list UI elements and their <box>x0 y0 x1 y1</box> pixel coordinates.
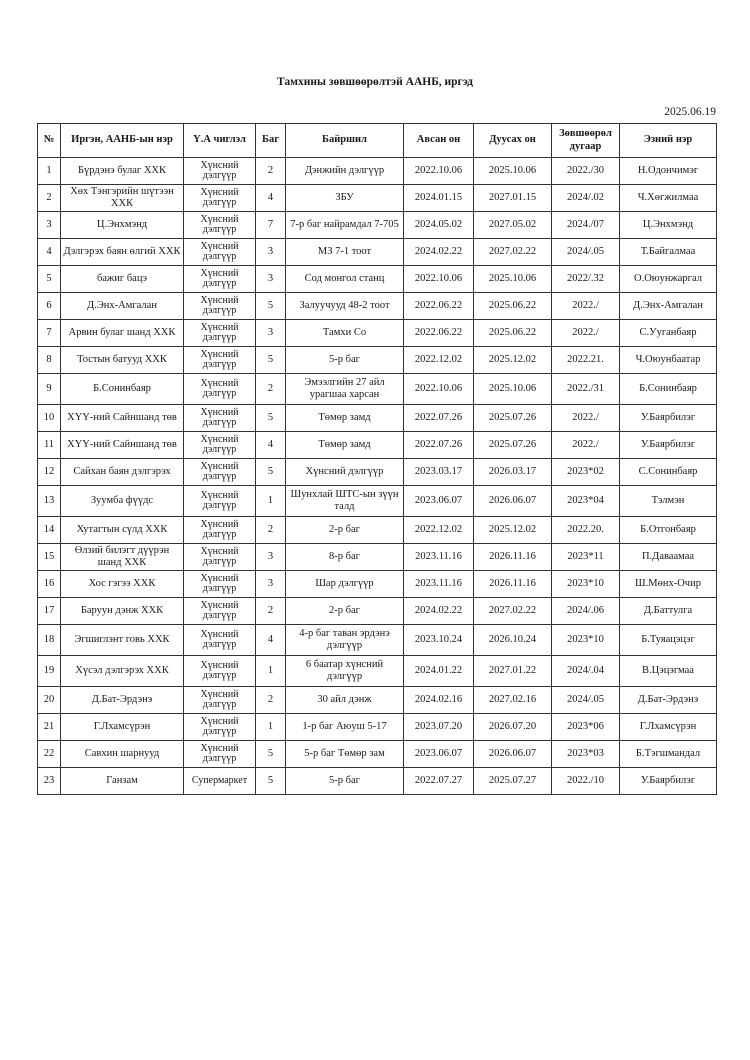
cell-owner: П.Даваамаа <box>620 544 717 571</box>
table-row <box>38 212 717 239</box>
cell-start-date: 2024.01.22 <box>404 656 474 687</box>
cell-activity: Хүнсний дэлгүүр <box>184 239 256 266</box>
cell-address: 5-р баг Төмөр зам <box>286 741 404 768</box>
cell-activity: Хүнсний дэлгүүр <box>184 517 256 544</box>
cell-address: Дэнжийн дэлгүүр <box>286 158 404 185</box>
cell-name: Хөх Тэнгэрийн шүтээн ХХК <box>61 185 184 212</box>
table-row <box>38 741 717 768</box>
cell-permit-number: 2023*10 <box>552 571 620 598</box>
cell-activity: Хүнсний дэлгүүр <box>184 405 256 432</box>
cell-bag: 3 <box>256 544 286 571</box>
table-row <box>38 768 717 795</box>
cell-no: 7 <box>38 320 61 347</box>
cell-owner: У.Баярбилэг <box>620 405 717 432</box>
cell-bag: 5 <box>256 741 286 768</box>
cell-activity: Хүнсний дэлгүүр <box>184 347 256 374</box>
cell-name: Савхин шарнууд <box>61 741 184 768</box>
cell-bag: 1 <box>256 486 286 517</box>
cell-address: 7-р баг найрамдал 7-705 <box>286 212 404 239</box>
header-owner: Эзний нэр <box>620 124 717 158</box>
cell-owner: Б.Сонинбаяр <box>620 374 717 405</box>
cell-permit-number: 2023*02 <box>552 459 620 486</box>
cell-name: Ц.Энхмэнд <box>61 212 184 239</box>
table-row <box>38 239 717 266</box>
cell-address: Залуучууд 48-2 тоот <box>286 293 404 320</box>
cell-end-date: 2025.12.02 <box>474 517 552 544</box>
cell-end-date: 2025.10.06 <box>474 374 552 405</box>
cell-owner: Ц.Энхмэнд <box>620 212 717 239</box>
cell-end-date: 2025.06.22 <box>474 293 552 320</box>
cell-permit-number: 2024/.06 <box>552 598 620 625</box>
cell-bag: 3 <box>256 571 286 598</box>
cell-permit-number: 2023*11 <box>552 544 620 571</box>
cell-owner: Ш.Мөнх-Очир <box>620 571 717 598</box>
cell-owner: У.Баярбилэг <box>620 768 717 795</box>
cell-end-date: 2026.03.17 <box>474 459 552 486</box>
cell-name: ХҮҮ-ний Сайншанд төв <box>61 432 184 459</box>
cell-permit-number: 2022./ <box>552 293 620 320</box>
cell-name: бажиг бацэ <box>61 266 184 293</box>
cell-start-date: 2022.12.02 <box>404 347 474 374</box>
cell-owner: С.Сонинбаяр <box>620 459 717 486</box>
cell-address: Шунхлай ШТС-ын зүүн талд <box>286 486 404 517</box>
cell-permit-number: 2022./30 <box>552 158 620 185</box>
cell-permit-number: 2024./07 <box>552 212 620 239</box>
cell-name: Баруун дэнж ХХК <box>61 598 184 625</box>
cell-start-date: 2022.12.02 <box>404 517 474 544</box>
cell-name: Тостын батууд ХХК <box>61 347 184 374</box>
cell-start-date: 2022.07.27 <box>404 768 474 795</box>
cell-permit-number: 2022.20. <box>552 517 620 544</box>
cell-address: Тамхи Со <box>286 320 404 347</box>
cell-bag: 7 <box>256 212 286 239</box>
cell-address: 8-р баг <box>286 544 404 571</box>
table-row <box>38 687 717 714</box>
cell-permit-number: 2023*06 <box>552 714 620 741</box>
cell-address: ЗБУ <box>286 185 404 212</box>
header-activity: Ү.А чиглэл <box>184 124 256 158</box>
cell-no: 16 <box>38 571 61 598</box>
table-row <box>38 266 717 293</box>
cell-activity: Хүнсний дэлгүүр <box>184 714 256 741</box>
cell-end-date: 2025.10.06 <box>474 158 552 185</box>
cell-no: 14 <box>38 517 61 544</box>
cell-bag: 2 <box>256 687 286 714</box>
cell-no: 11 <box>38 432 61 459</box>
cell-no: 13 <box>38 486 61 517</box>
table-row <box>38 517 717 544</box>
header-address: Байршил <box>286 124 404 158</box>
cell-name: Д.Бат-Эрдэнэ <box>61 687 184 714</box>
cell-start-date: 2022.07.26 <box>404 432 474 459</box>
cell-owner: Ч.Оюунбаатар <box>620 347 717 374</box>
cell-address: 30 айл дэнж <box>286 687 404 714</box>
cell-no: 12 <box>38 459 61 486</box>
cell-start-date: 2022.10.06 <box>404 266 474 293</box>
cell-activity: Хүнсний дэлгүүр <box>184 293 256 320</box>
cell-owner: В.Цэцэгмаа <box>620 656 717 687</box>
cell-name: Бүрдэнэ булаг ХХК <box>61 158 184 185</box>
cell-start-date: 2022.10.06 <box>404 374 474 405</box>
header-no: № <box>38 124 61 158</box>
cell-owner: Б.Отгонбаяр <box>620 517 717 544</box>
cell-address: 6 баатар хүнсний дэлгүүр <box>286 656 404 687</box>
cell-activity: Хүнсний дэлгүүр <box>184 432 256 459</box>
cell-permit-number: 2022./ <box>552 320 620 347</box>
cell-bag: 5 <box>256 405 286 432</box>
header-end-date: Дуусах он <box>474 124 552 158</box>
cell-no: 2 <box>38 185 61 212</box>
cell-activity: Хүнсний дэлгүүр <box>184 544 256 571</box>
cell-owner: Н.Одончимэг <box>620 158 717 185</box>
header-permit-number: Зөвшөөрөл дугаар <box>552 124 620 158</box>
cell-owner: Т.Байгалмаа <box>620 239 717 266</box>
cell-end-date: 2026.11.16 <box>474 571 552 598</box>
cell-no: 21 <box>38 714 61 741</box>
table-row <box>38 598 717 625</box>
document-date: 2025.06.19 <box>664 106 716 118</box>
cell-permit-number: 2022./10 <box>552 768 620 795</box>
cell-activity: Хүнсний дэлгүүр <box>184 459 256 486</box>
cell-permit-number: 2023*10 <box>552 625 620 656</box>
cell-bag: 3 <box>256 320 286 347</box>
cell-no: 9 <box>38 374 61 405</box>
cell-end-date: 2025.07.27 <box>474 768 552 795</box>
cell-address: Төмөр замд <box>286 405 404 432</box>
cell-no: 17 <box>38 598 61 625</box>
cell-owner: Д.Энх-Амгалан <box>620 293 717 320</box>
cell-permit-number: 2024/.05 <box>552 687 620 714</box>
table-row <box>38 625 717 656</box>
cell-address: 2-р баг <box>286 598 404 625</box>
cell-permit-number: 2022.21. <box>552 347 620 374</box>
cell-no: 1 <box>38 158 61 185</box>
document-title: Тамхины зөвшөөрөлтэй ААНБ, иргэд <box>277 76 473 88</box>
cell-bag: 5 <box>256 768 286 795</box>
cell-activity: Хүнсний дэлгүүр <box>184 598 256 625</box>
cell-activity: Хүнсний дэлгүүр <box>184 741 256 768</box>
table-row <box>38 293 717 320</box>
cell-address: 5-р баг <box>286 768 404 795</box>
cell-no: 4 <box>38 239 61 266</box>
cell-no: 5 <box>38 266 61 293</box>
table-body <box>38 158 717 795</box>
cell-activity: Супермаркет <box>184 768 256 795</box>
cell-permit-number: 2023*04 <box>552 486 620 517</box>
table-header-row <box>38 124 717 158</box>
table-row <box>38 374 717 405</box>
cell-start-date: 2024.02.16 <box>404 687 474 714</box>
cell-end-date: 2027.02.16 <box>474 687 552 714</box>
cell-no: 23 <box>38 768 61 795</box>
cell-end-date: 2025.07.26 <box>474 405 552 432</box>
cell-owner: С.Ууганбаяр <box>620 320 717 347</box>
cell-bag: 5 <box>256 293 286 320</box>
cell-owner: Г.Лхамсүрэн <box>620 714 717 741</box>
cell-activity: Хүнсний дэлгүүр <box>184 158 256 185</box>
cell-address: 5-р баг <box>286 347 404 374</box>
cell-bag: 4 <box>256 625 286 656</box>
cell-bag: 4 <box>256 185 286 212</box>
cell-bag: 5 <box>256 459 286 486</box>
cell-no: 3 <box>38 212 61 239</box>
cell-bag: 1 <box>256 714 286 741</box>
cell-address: МЗ 7-1 тоот <box>286 239 404 266</box>
cell-activity: Хүнсний дэлгүүр <box>184 571 256 598</box>
table-row <box>38 347 717 374</box>
cell-permit-number: 2024/.02 <box>552 185 620 212</box>
cell-owner: Д.Баттулга <box>620 598 717 625</box>
cell-no: 18 <box>38 625 61 656</box>
table-row <box>38 185 717 212</box>
cell-permit-number: 2024/.05 <box>552 239 620 266</box>
cell-bag: 3 <box>256 239 286 266</box>
cell-activity: Хүнсний дэлгүүр <box>184 656 256 687</box>
cell-bag: 3 <box>256 266 286 293</box>
cell-end-date: 2025.10.06 <box>474 266 552 293</box>
cell-name: Сайхан баян дэлгэрэх <box>61 459 184 486</box>
cell-address: Төмөр замд <box>286 432 404 459</box>
cell-permit-number: 2022./ <box>552 405 620 432</box>
table-row <box>38 320 717 347</box>
cell-bag: 5 <box>256 347 286 374</box>
table-row <box>38 432 717 459</box>
cell-activity: Хүнсний дэлгүүр <box>184 212 256 239</box>
cell-start-date: 2022.06.22 <box>404 293 474 320</box>
cell-name: Хүсэл дэлгэрэх ХХК <box>61 656 184 687</box>
cell-owner: Б.Тэгшмандал <box>620 741 717 768</box>
cell-address: Шар дэлгүүр <box>286 571 404 598</box>
cell-start-date: 2023.07.20 <box>404 714 474 741</box>
cell-start-date: 2022.07.26 <box>404 405 474 432</box>
cell-name: Д.Энх-Амгалан <box>61 293 184 320</box>
cell-owner: Ч.Хөгжилмаа <box>620 185 717 212</box>
cell-name: ХҮҮ-ний Сайншанд төв <box>61 405 184 432</box>
cell-start-date: 2024.05.02 <box>404 212 474 239</box>
cell-end-date: 2025.07.26 <box>474 432 552 459</box>
cell-start-date: 2023.03.17 <box>404 459 474 486</box>
cell-bag: 2 <box>256 374 286 405</box>
cell-start-date: 2023.11.16 <box>404 571 474 598</box>
table-row <box>38 656 717 687</box>
header-bag: Баг <box>256 124 286 158</box>
cell-bag: 2 <box>256 598 286 625</box>
cell-name: Г.Лхамсүрэн <box>61 714 184 741</box>
cell-name: Эгшиглэнт говь ХХК <box>61 625 184 656</box>
cell-start-date: 2023.06.07 <box>404 741 474 768</box>
table-row <box>38 714 717 741</box>
cell-name: Зуумба фүүдс <box>61 486 184 517</box>
cell-name: Ганзам <box>61 768 184 795</box>
cell-no: 6 <box>38 293 61 320</box>
cell-no: 10 <box>38 405 61 432</box>
cell-owner: Д.Бат-Эрдэнэ <box>620 687 717 714</box>
table-row <box>38 405 717 432</box>
cell-bag: 2 <box>256 517 286 544</box>
cell-end-date: 2026.10.24 <box>474 625 552 656</box>
cell-activity: Хүнсний дэлгүүр <box>184 320 256 347</box>
cell-permit-number: 2022./31 <box>552 374 620 405</box>
cell-start-date: 2024.02.22 <box>404 598 474 625</box>
cell-no: 22 <box>38 741 61 768</box>
cell-permit-number: 2022./ <box>552 432 620 459</box>
cell-no: 20 <box>38 687 61 714</box>
cell-start-date: 2022.06.22 <box>404 320 474 347</box>
cell-activity: Хүнсний дэлгүүр <box>184 185 256 212</box>
cell-end-date: 2026.11.16 <box>474 544 552 571</box>
cell-permit-number: 2024/.04 <box>552 656 620 687</box>
cell-no: 8 <box>38 347 61 374</box>
cell-owner: Тэлмэн <box>620 486 717 517</box>
table-row <box>38 544 717 571</box>
cell-bag: 1 <box>256 656 286 687</box>
cell-address: Сод монгол станц <box>286 266 404 293</box>
cell-start-date: 2022.10.06 <box>404 158 474 185</box>
cell-address: 4-р баг таван эрдэнэ дэлгүүр <box>286 625 404 656</box>
cell-activity: Хүнсний дэлгүүр <box>184 266 256 293</box>
cell-bag: 2 <box>256 158 286 185</box>
cell-owner: У.Баярбилэг <box>620 432 717 459</box>
cell-permit-number: 2022/.32 <box>552 266 620 293</box>
cell-activity: Хүнсний дэлгүүр <box>184 486 256 517</box>
cell-start-date: 2024.02.22 <box>404 239 474 266</box>
cell-end-date: 2027.05.02 <box>474 212 552 239</box>
cell-name: Өлзий билэгт дүүрэн шанд ХХК <box>61 544 184 571</box>
header-name: Иргэн, ААНБ-ын нэр <box>61 124 184 158</box>
cell-activity: Хүнсний дэлгүүр <box>184 625 256 656</box>
cell-activity: Хүнсний дэлгүүр <box>184 687 256 714</box>
cell-start-date: 2023.11.16 <box>404 544 474 571</box>
cell-end-date: 2025.12.02 <box>474 347 552 374</box>
cell-owner: О.Оюунжаргал <box>620 266 717 293</box>
cell-end-date: 2026.06.07 <box>474 741 552 768</box>
cell-start-date: 2024.01.15 <box>404 185 474 212</box>
cell-activity: Хүнсний дэлгүүр <box>184 374 256 405</box>
table-row <box>38 486 717 517</box>
cell-end-date: 2027.01.22 <box>474 656 552 687</box>
cell-address: 2-р баг <box>286 517 404 544</box>
table-row <box>38 158 717 185</box>
table-row <box>38 571 717 598</box>
cell-name: Хос гэгээ ХХК <box>61 571 184 598</box>
table-row <box>38 459 717 486</box>
cell-address: Эмээлгийн 27 айл урагшаа харсан <box>286 374 404 405</box>
cell-bag: 4 <box>256 432 286 459</box>
cell-end-date: 2026.06.07 <box>474 486 552 517</box>
cell-owner: Б.Туяацэцэг <box>620 625 717 656</box>
cell-name: Б.Сонинбаяр <box>61 374 184 405</box>
cell-no: 15 <box>38 544 61 571</box>
cell-end-date: 2025.06.22 <box>474 320 552 347</box>
cell-name: Хутагтын сүлд ХХК <box>61 517 184 544</box>
cell-start-date: 2023.06.07 <box>404 486 474 517</box>
cell-name: Арвин булаг шанд ХХК <box>61 320 184 347</box>
cell-start-date: 2023.10.24 <box>404 625 474 656</box>
cell-end-date: 2026.07.20 <box>474 714 552 741</box>
cell-name: Дэлгэрэх баян өлгий ХХК <box>61 239 184 266</box>
permits-table <box>37 123 717 795</box>
header-start-date: Авсан он <box>404 124 474 158</box>
cell-end-date: 2027.02.22 <box>474 598 552 625</box>
cell-no: 19 <box>38 656 61 687</box>
cell-address: Хүнсний дэлгүүр <box>286 459 404 486</box>
cell-end-date: 2027.02.22 <box>474 239 552 266</box>
cell-end-date: 2027.01.15 <box>474 185 552 212</box>
cell-permit-number: 2023*03 <box>552 741 620 768</box>
cell-address: 1-р баг Аюуш 5-17 <box>286 714 404 741</box>
